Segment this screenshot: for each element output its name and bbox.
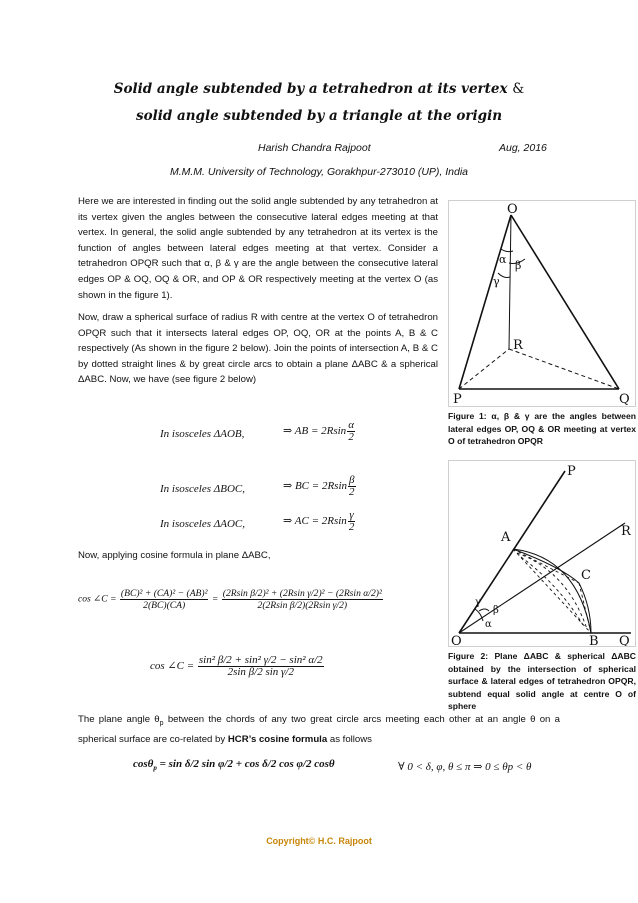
beta-label: β bbox=[515, 259, 522, 272]
point-o-label: O bbox=[451, 634, 462, 646]
title-line-1: Solid angle subtended by a tetrahedron at its vertex & bbox=[113, 81, 525, 97]
angle-arc-alpha bbox=[501, 249, 513, 252]
edge-or bbox=[509, 215, 511, 349]
figure-2-caption: Figure 2: Plane ΔABC & spherical ΔABC obtained by the intersection of spherical surface & lateral edges of tetrahedron OPQR, subtend equal solid angle at centre O of sphere bbox=[448, 651, 636, 712]
spherical-triangle-diagram bbox=[449, 461, 635, 646]
figure-1 bbox=[448, 200, 636, 407]
eq-aoc-label: In isosceles ΔAOC, bbox=[160, 518, 245, 530]
paragraph-hcr: The plane angle $\theta_p$ between the chords of any two great circle arcs meeting each other at an angle θ on a spherical surface are co-related by HCR’s cosine formula as follows bbox=[78, 714, 561, 745]
beta-label: β bbox=[493, 605, 499, 616]
chord-ab bbox=[513, 549, 591, 633]
point-a-label: A bbox=[501, 530, 511, 545]
alpha-label: α bbox=[499, 253, 507, 266]
gamma-label: γ bbox=[475, 597, 481, 608]
ray-op bbox=[459, 471, 565, 633]
cosine-intro: Now, applying cosine formula in plane ΔABC, bbox=[78, 550, 271, 561]
eq-aob: ⇒ AB = 2Rsin $\frac{\alpha}{2}$ bbox=[283, 419, 354, 443]
paragraph-intro: Here we are interested in finding out the solid angle subtended by any tetrahedron at its vertex given the angles between the consecutive lateral edges meeting at that vertex. In general, the solid angle subtended by any tetrahedron at its vertex is the function of angles between lateral edges meeting at that vertex. Consider a tetrahedron OPQR such that α, β & γ are the angle between the consecutive lateral edges OP & OQ, OQ & OR, and OP & OR respectively meeting at the vertex O (as shown in the figure 1). bbox=[78, 196, 438, 301]
hcr-cosine-formula: cosθ$_p$ = sin δ/2 sin φ/2 + cos δ/2 cos φ/2 cosθ bbox=[133, 758, 335, 773]
point-c-label: C bbox=[581, 568, 591, 583]
cosine-formula-2: cos ∠C = $\frac{\text{sin² β/2 + sin² γ/2 − sin² α/2}}{\text{2sin β/2 sin γ/2}}$ bbox=[150, 654, 323, 678]
title-line-2: solid angle subtended by a triangle at the origin bbox=[135, 108, 503, 124]
ray-or bbox=[459, 523, 625, 633]
angle-arc-gamma bbox=[479, 609, 489, 611]
copyright: Copyright© H.C. Rajpoot bbox=[266, 836, 372, 846]
chord-cb bbox=[579, 583, 591, 633]
eq-aoc: ⇒ AC = 2Rsin $\frac{\gamma}{2}$ bbox=[283, 509, 355, 533]
vertex-o-label: O bbox=[507, 202, 518, 217]
angle-arc-gamma bbox=[498, 273, 510, 278]
edge-pr bbox=[459, 349, 509, 389]
alpha-label: α bbox=[485, 619, 492, 630]
tetrahedron-diagram bbox=[449, 201, 635, 406]
vertex-q-label: Q bbox=[619, 392, 630, 406]
point-b-label: B bbox=[589, 634, 599, 646]
cosine-formula-1: cos ∠C = $\frac{\text{(BC)² + (CA)² − (AB)²}}{2(BC)(CA)}$ = $\frac{\text{(2Rsin β/2)² + (2Rsin γ/2)² − (2Rsin α/2)²}}{\text{2(2Rsin β/2)(2Rsin γ/2)}}$ bbox=[78, 588, 382, 611]
vertex-p-label: P bbox=[453, 392, 462, 406]
vertex-r-label: R bbox=[513, 338, 523, 353]
gamma-label: γ bbox=[493, 275, 500, 288]
figure-1-caption: Figure 1: α, β & γ are the angles between lateral edges OP, OQ & OR meeting at vertex O of tetrahedron OPQR bbox=[448, 411, 636, 447]
eq-boc: ⇒ BC = 2Rsin $\frac{\beta}{2}$ bbox=[283, 474, 355, 498]
edge-rq bbox=[509, 349, 619, 389]
hcr-condition: ∀ 0 < δ, φ, θ ≤ π ⇒ 0 ≤ θp < θ bbox=[398, 761, 532, 773]
edge-oq bbox=[511, 215, 619, 389]
affiliation: M.M.M. University of Technology, Gorakhpur-273010 (UP), India bbox=[169, 166, 469, 178]
point-r-label: R bbox=[621, 524, 631, 539]
edge-op bbox=[459, 215, 511, 389]
author: Harish Chandra Rajpoot bbox=[258, 142, 371, 154]
eq-boc-label: In isosceles ΔBOC, bbox=[160, 483, 245, 495]
point-q-label: Q bbox=[619, 634, 630, 646]
date: Aug, 2016 bbox=[499, 142, 547, 154]
eq-aob-label: In isosceles ΔAOB, bbox=[160, 428, 245, 440]
point-p-label: P bbox=[567, 464, 576, 479]
figure-2 bbox=[448, 460, 636, 647]
paragraph-spherical-surface: Now, draw a spherical surface of radius R with centre at the vertex O of tetrahedron OPQR such that it intersects lateral edges OP, OQ, OR at the points A, B & C respectively (As shown in the figure 2 below). Join the points of intersection A, B & C by dotted straight lines & by great circle arcs to obtain a plane ΔABC & a spherical ΔABC. Now, we have (see figure 2 below) bbox=[78, 312, 438, 386]
